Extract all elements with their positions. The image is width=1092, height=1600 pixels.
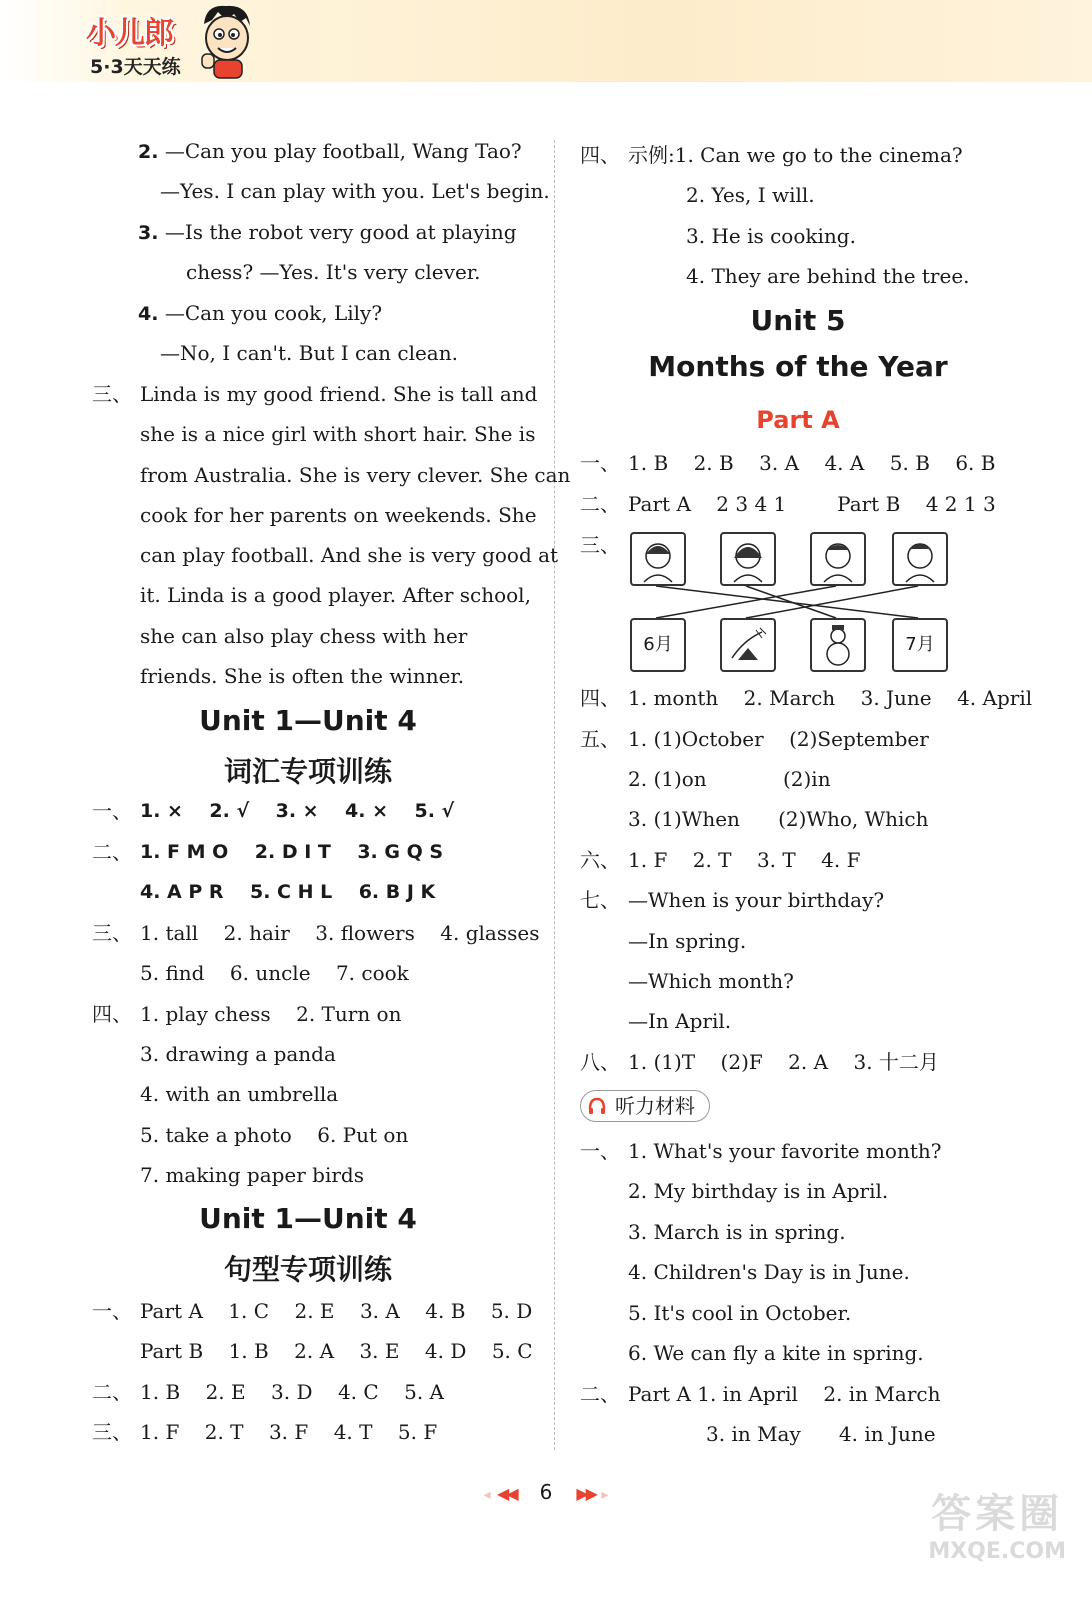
answer-line: 2. (1)on (2)in bbox=[628, 767, 831, 791]
listening-line: Part A 1. in April 2. in March bbox=[628, 1382, 941, 1406]
section-title: Unit 1—Unit 4 bbox=[199, 704, 417, 737]
section-marker: 七、 bbox=[580, 888, 620, 912]
answer-line: 3. drawing a panda bbox=[140, 1042, 336, 1066]
answer-line: —In April. bbox=[628, 1009, 732, 1033]
section-marker: 四、 bbox=[580, 686, 620, 710]
section-marker: 四、 bbox=[580, 143, 620, 167]
listening-line: 1. What's your favorite month? bbox=[628, 1139, 942, 1163]
section-marker: 四、 bbox=[92, 1002, 132, 1026]
answer-line: 1. (1)T (2)F 2. A 3. 十二月 bbox=[628, 1050, 939, 1074]
passage-line: it. Linda is a good player. After school, bbox=[140, 583, 531, 607]
calendar-july: 7月 bbox=[892, 618, 948, 672]
brand-logo: 小儿郎 bbox=[86, 16, 173, 51]
section-marker: 三、 bbox=[92, 382, 132, 406]
page-number: 6 bbox=[539, 1480, 553, 1504]
answer-line: 5. take a photo 6. Put on bbox=[140, 1123, 409, 1147]
section-marker: 二、 bbox=[580, 492, 620, 516]
answer-line: 4. They are behind the tree. bbox=[686, 264, 970, 288]
section-marker: 六、 bbox=[580, 848, 620, 872]
section-marker: 一、 bbox=[580, 1139, 620, 1163]
listening-line: 3. in May 4. in June bbox=[706, 1422, 936, 1446]
answer-line: 3. He is cooking. bbox=[686, 224, 856, 248]
answer-line: 3. (1)When (2)Who, Which bbox=[628, 807, 929, 831]
passage-line: can play football. And she is very good at bbox=[140, 543, 559, 567]
series-name: 5·3天天练 bbox=[90, 56, 181, 78]
answer-line: 2. Yes, I will. bbox=[686, 183, 815, 207]
passage-line: cook for her parents on weekends. She bbox=[140, 503, 537, 527]
kite-bird-picture bbox=[720, 618, 776, 672]
watermark-url: MXQE.COM bbox=[928, 1539, 1066, 1564]
section-marker: 一、 bbox=[92, 799, 132, 823]
listening-line: 5. It's cool in October. bbox=[628, 1301, 852, 1325]
listening-line: 3. March is in spring. bbox=[628, 1220, 846, 1244]
section-subtitle: 词汇专项训练 bbox=[223, 755, 392, 788]
answer-line: Part A 1. C 2. E 3. A 4. B 5. D bbox=[140, 1299, 533, 1323]
passage-line: friends. She is often the winner. bbox=[140, 664, 465, 688]
answer-line: 1. (1)October (2)September bbox=[628, 727, 929, 751]
passage-line: she is a nice girl with short hair. She is bbox=[140, 422, 536, 446]
answer-line: Part B 1. B 2. A 3. E 4. D 5. C bbox=[140, 1339, 533, 1363]
section-marker: 二、 bbox=[92, 840, 132, 864]
prev-arrow-icon: ◀◀ bbox=[497, 1484, 516, 1503]
mascot-icon bbox=[196, 2, 256, 80]
listening-materials-label bbox=[580, 1090, 710, 1122]
listening-line: 6. We can fly a kite in spring. bbox=[628, 1341, 924, 1365]
section-marker: 五、 bbox=[580, 727, 620, 751]
answer-line: —In spring. bbox=[628, 929, 747, 953]
answer-line: Part A 2 3 4 1 Part B 4 2 1 3 bbox=[628, 492, 996, 516]
answer-line: 1. month 2. March 3. June 4. April bbox=[628, 686, 1033, 710]
girl-picture-1 bbox=[630, 532, 686, 586]
prev-arrow-faint-icon: ◂ bbox=[483, 1487, 491, 1503]
headphones-icon bbox=[587, 1096, 607, 1116]
next-arrow-faint-icon: ▸ bbox=[601, 1487, 609, 1503]
answer-line: —Which month? bbox=[628, 969, 794, 993]
unit-title: Unit 5 bbox=[750, 304, 846, 337]
listening-line: 4. Children's Day is in June. bbox=[628, 1260, 910, 1284]
watermark-logo: 答案圈 bbox=[931, 1491, 1064, 1537]
header-banner bbox=[0, 0, 1092, 82]
section-marker: 八、 bbox=[580, 1050, 620, 1074]
girl-picture-2 bbox=[720, 532, 776, 586]
answer-line: —When is your birthday? bbox=[628, 888, 885, 912]
passage-line: Linda is my good friend. She is tall and bbox=[140, 382, 538, 406]
boy-picture-1 bbox=[810, 532, 866, 586]
section-marker: 三、 bbox=[92, 921, 132, 945]
answer-line: 示例:1. Can we go to the cinema? bbox=[628, 143, 963, 167]
listening-line: 2. My birthday is in April. bbox=[628, 1179, 889, 1203]
section-subtitle: 句型专项训练 bbox=[223, 1253, 392, 1286]
section-marker: 二、 bbox=[580, 1382, 620, 1406]
section-marker: 三、 bbox=[580, 533, 620, 557]
section-title: Unit 1—Unit 4 bbox=[199, 1202, 417, 1235]
answer-line: 4. A P R 5. C H L 6. B J K bbox=[140, 881, 436, 903]
watermark bbox=[928, 1482, 1066, 1564]
snowman-picture bbox=[810, 618, 866, 672]
matching-diagram bbox=[628, 530, 950, 672]
column-divider bbox=[554, 140, 555, 1450]
answer-line: 4. —Can you cook, Lily? bbox=[138, 301, 383, 325]
listening-label-text: 听力材料 bbox=[615, 1094, 695, 1118]
answer-line: 1. F M O 2. D I T 3. G Q S bbox=[140, 841, 444, 863]
section-marker: 二、 bbox=[92, 1380, 132, 1404]
answer-line: —No, I can't. But I can clean. bbox=[160, 341, 458, 365]
answer-line: 2. —Can you play football, Wang Tao? bbox=[138, 139, 522, 163]
part-title: Part A bbox=[756, 406, 840, 434]
section-marker: 一、 bbox=[580, 451, 620, 475]
answer-line: 3. —Is the robot very good at playing bbox=[138, 220, 517, 244]
unit-subtitle: Months of the Year bbox=[648, 350, 948, 383]
answer-line: 1. tall 2. hair 3. flowers 4. glasses bbox=[140, 921, 540, 945]
passage-line: she can also play chess with her bbox=[140, 624, 468, 648]
next-arrow-icon: ▶▶ bbox=[576, 1484, 595, 1503]
answer-line: 1. × 2. √ 3. × 4. × 5. √ bbox=[140, 800, 455, 822]
answer-line: 1. play chess 2. Turn on bbox=[140, 1002, 402, 1026]
answer-line: 1. F 2. T 3. T 4. F bbox=[628, 848, 861, 872]
answer-line: 1. F 2. T 3. F 4. T 5. F bbox=[140, 1420, 438, 1444]
answer-line: 1. B 2. E 3. D 4. C 5. A bbox=[140, 1380, 444, 1404]
passage-line: from Australia. She is very clever. She can bbox=[140, 463, 571, 487]
calendar-june: 6月 bbox=[630, 618, 686, 672]
answer-line: 5. find 6. uncle 7. cook bbox=[140, 961, 409, 985]
answer-line: 7. making paper birds bbox=[140, 1163, 364, 1187]
section-marker: 一、 bbox=[92, 1299, 132, 1323]
answer-line: —Yes. I can play with you. Let's begin. bbox=[160, 179, 550, 203]
answer-line: chess? —Yes. It's very clever. bbox=[186, 260, 481, 284]
answer-line: 4. with an umbrella bbox=[140, 1082, 339, 1106]
answer-line: 1. B 2. B 3. A 4. A 5. B 6. B bbox=[628, 451, 996, 475]
boy-picture-2 bbox=[892, 532, 948, 586]
section-marker: 三、 bbox=[92, 1420, 132, 1444]
